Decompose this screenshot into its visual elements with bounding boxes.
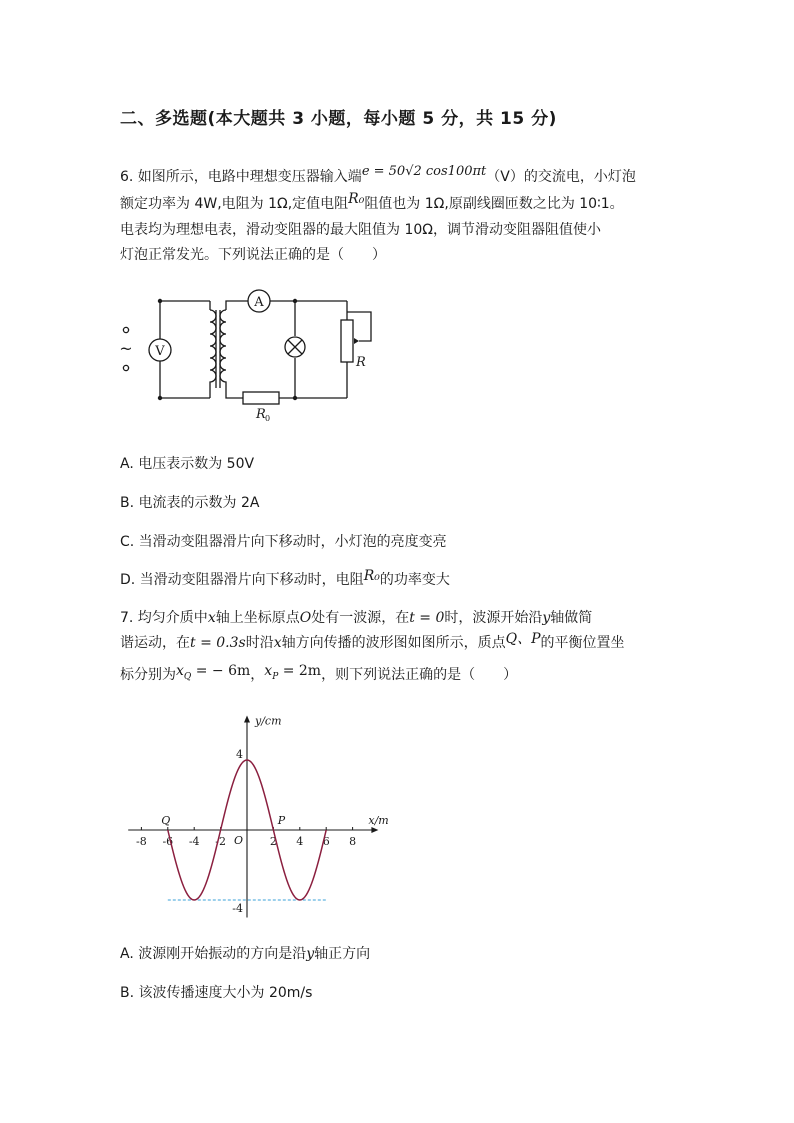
- primary-coil: [210, 310, 216, 388]
- q7-option-a: [120, 943, 370, 963]
- q7-var-x: x: [273, 635, 282, 651]
- q7-option-b: B. 该波传播速度大小为 20m/s: [120, 985, 313, 1001]
- y-tick-label: -4: [232, 902, 243, 915]
- q7-text: 7. 均匀介质中: [120, 610, 208, 626]
- q6-line-3: 电表均为理想电表，滑动变阻器的最大阻值为 10Ω，调节滑动变阻器阻值使小: [120, 222, 601, 238]
- x-tick-label: -2: [215, 835, 226, 848]
- rheostat-label: R: [356, 355, 366, 370]
- q7-text: 时，波源开始沿: [444, 610, 543, 626]
- x-tick-label: -6: [162, 835, 174, 848]
- terminal-top: [123, 327, 128, 332]
- q6-option-c: C. 当滑动变阻器滑片向下移动时，小灯泡的亮度变亮: [120, 534, 447, 550]
- point-label-q: Q: [161, 814, 171, 827]
- q7-line-2: [120, 632, 625, 652]
- q6-option-d-text: 的功率变大: [379, 572, 450, 588]
- q7-option-a-text: A. 波源刚开始振动的方向是沿: [120, 946, 307, 962]
- q7-text: 标分别为: [120, 667, 176, 683]
- q7-line-1: [120, 607, 592, 627]
- secondary-coil: [220, 310, 226, 388]
- q6-option-b: B. 电流表的示数为 2A: [120, 495, 260, 511]
- x-tick-label: -4: [188, 835, 200, 848]
- resistor-r0-icon: [243, 392, 279, 404]
- q7-var-o: O: [299, 610, 312, 626]
- q7-var-t: t = 0.3s: [190, 635, 246, 651]
- primary-wires: [160, 301, 210, 398]
- x-tick-label: 2: [269, 835, 277, 848]
- q6-formula: e = 50√2 cos100πt: [361, 164, 487, 179]
- q7-text: 的平衡位置坐: [540, 635, 625, 651]
- q6-line-2: [120, 193, 624, 213]
- resistor-label: R: [256, 407, 266, 422]
- q7-var-xp-sub: P: [272, 671, 279, 682]
- voltmeter-label: V: [155, 344, 165, 359]
- q7-var-xq-value: = − 6m: [191, 663, 251, 679]
- q6-text: 额定功率为 4W,电阻为 1Ω,定值电阻: [120, 196, 349, 212]
- q6-r0-symbol: R₀: [348, 191, 365, 207]
- x-tick-label: 8: [349, 835, 357, 848]
- q6-line-1: [120, 166, 636, 186]
- q7-text: ，则下列说法正确的是（ ）: [321, 667, 518, 683]
- q7-var-x: x: [207, 610, 216, 626]
- q7-var-xq: x: [176, 663, 184, 679]
- q7-text: 时沿: [245, 635, 274, 651]
- rheostat-arrow: [354, 338, 359, 344]
- y-axis-label: y/cm: [255, 714, 282, 728]
- resistor-label-subscript: 0: [265, 414, 271, 423]
- ammeter-label: A: [254, 295, 264, 310]
- q7-var-xp: x: [264, 663, 273, 679]
- q7-var-y: y: [542, 610, 551, 626]
- q7-text: 谐运动，在: [120, 635, 190, 651]
- y-tick-label: 4: [236, 748, 243, 761]
- q6-line-4: 灯泡正常发光。下列说法正确的是（ ）: [120, 247, 386, 263]
- q7-var-t0: t = 0: [409, 610, 445, 626]
- x-axis-label: x/m: [368, 814, 389, 827]
- circuit-diagram: [112, 288, 382, 428]
- junction-dots: [158, 299, 297, 400]
- rheostat-slider-wire: [347, 312, 371, 341]
- terminal-bottom: [123, 365, 128, 370]
- x-axis-arrow: [371, 827, 378, 833]
- x-tick-label: 6: [322, 835, 330, 848]
- q6-option-d-text: D. 当滑动变阻器滑片向下移动时，电阻: [120, 572, 364, 588]
- y-axis-arrow: [244, 716, 250, 723]
- q6-r0-symbol: R₀: [363, 568, 380, 584]
- q6-option-a: A. 电压表示数为 50V: [120, 456, 255, 472]
- origin-label: O: [233, 834, 243, 847]
- q6-text: 6. 如图所示，电路中理想变压器输入端: [120, 169, 362, 185]
- rheostat-icon: [341, 320, 353, 362]
- q7-text: ，: [250, 667, 265, 683]
- q6-text: 阻值也为 1Ω,原副线圈匝数之比为 10∶1。: [364, 196, 624, 212]
- wave-chart: [110, 706, 400, 926]
- q7-var-xp-value: = 2m: [278, 663, 322, 679]
- q7-text: 轴方向传播的波形图如图所示，质点: [281, 635, 506, 651]
- x-tick-label: 4: [296, 835, 304, 848]
- point-label-p: P: [277, 814, 286, 827]
- q7-var-xq-sub: Q: [183, 671, 192, 682]
- x-tick-label: -8: [136, 835, 147, 848]
- q7-text: 轴上坐标原点: [215, 610, 300, 626]
- secondary-wires: [226, 301, 347, 398]
- q7-var-qp: Q、P: [505, 631, 541, 647]
- ac-source-symbol: ~: [119, 339, 133, 358]
- q7-text: 处有一波源，在: [311, 610, 410, 626]
- q6-text: （V）的交流电，小灯泡: [486, 169, 636, 185]
- q7-text: 轴做简: [550, 610, 593, 626]
- q7-option-a-text: 轴正方向: [314, 946, 371, 962]
- q7-line-3: [120, 664, 517, 686]
- q7-var-y: y: [306, 946, 315, 962]
- section-title: 二、多选题(本大题共 3 小题，每小题 5 分，共 15 分): [120, 109, 557, 129]
- q6-option-d: [120, 569, 450, 589]
